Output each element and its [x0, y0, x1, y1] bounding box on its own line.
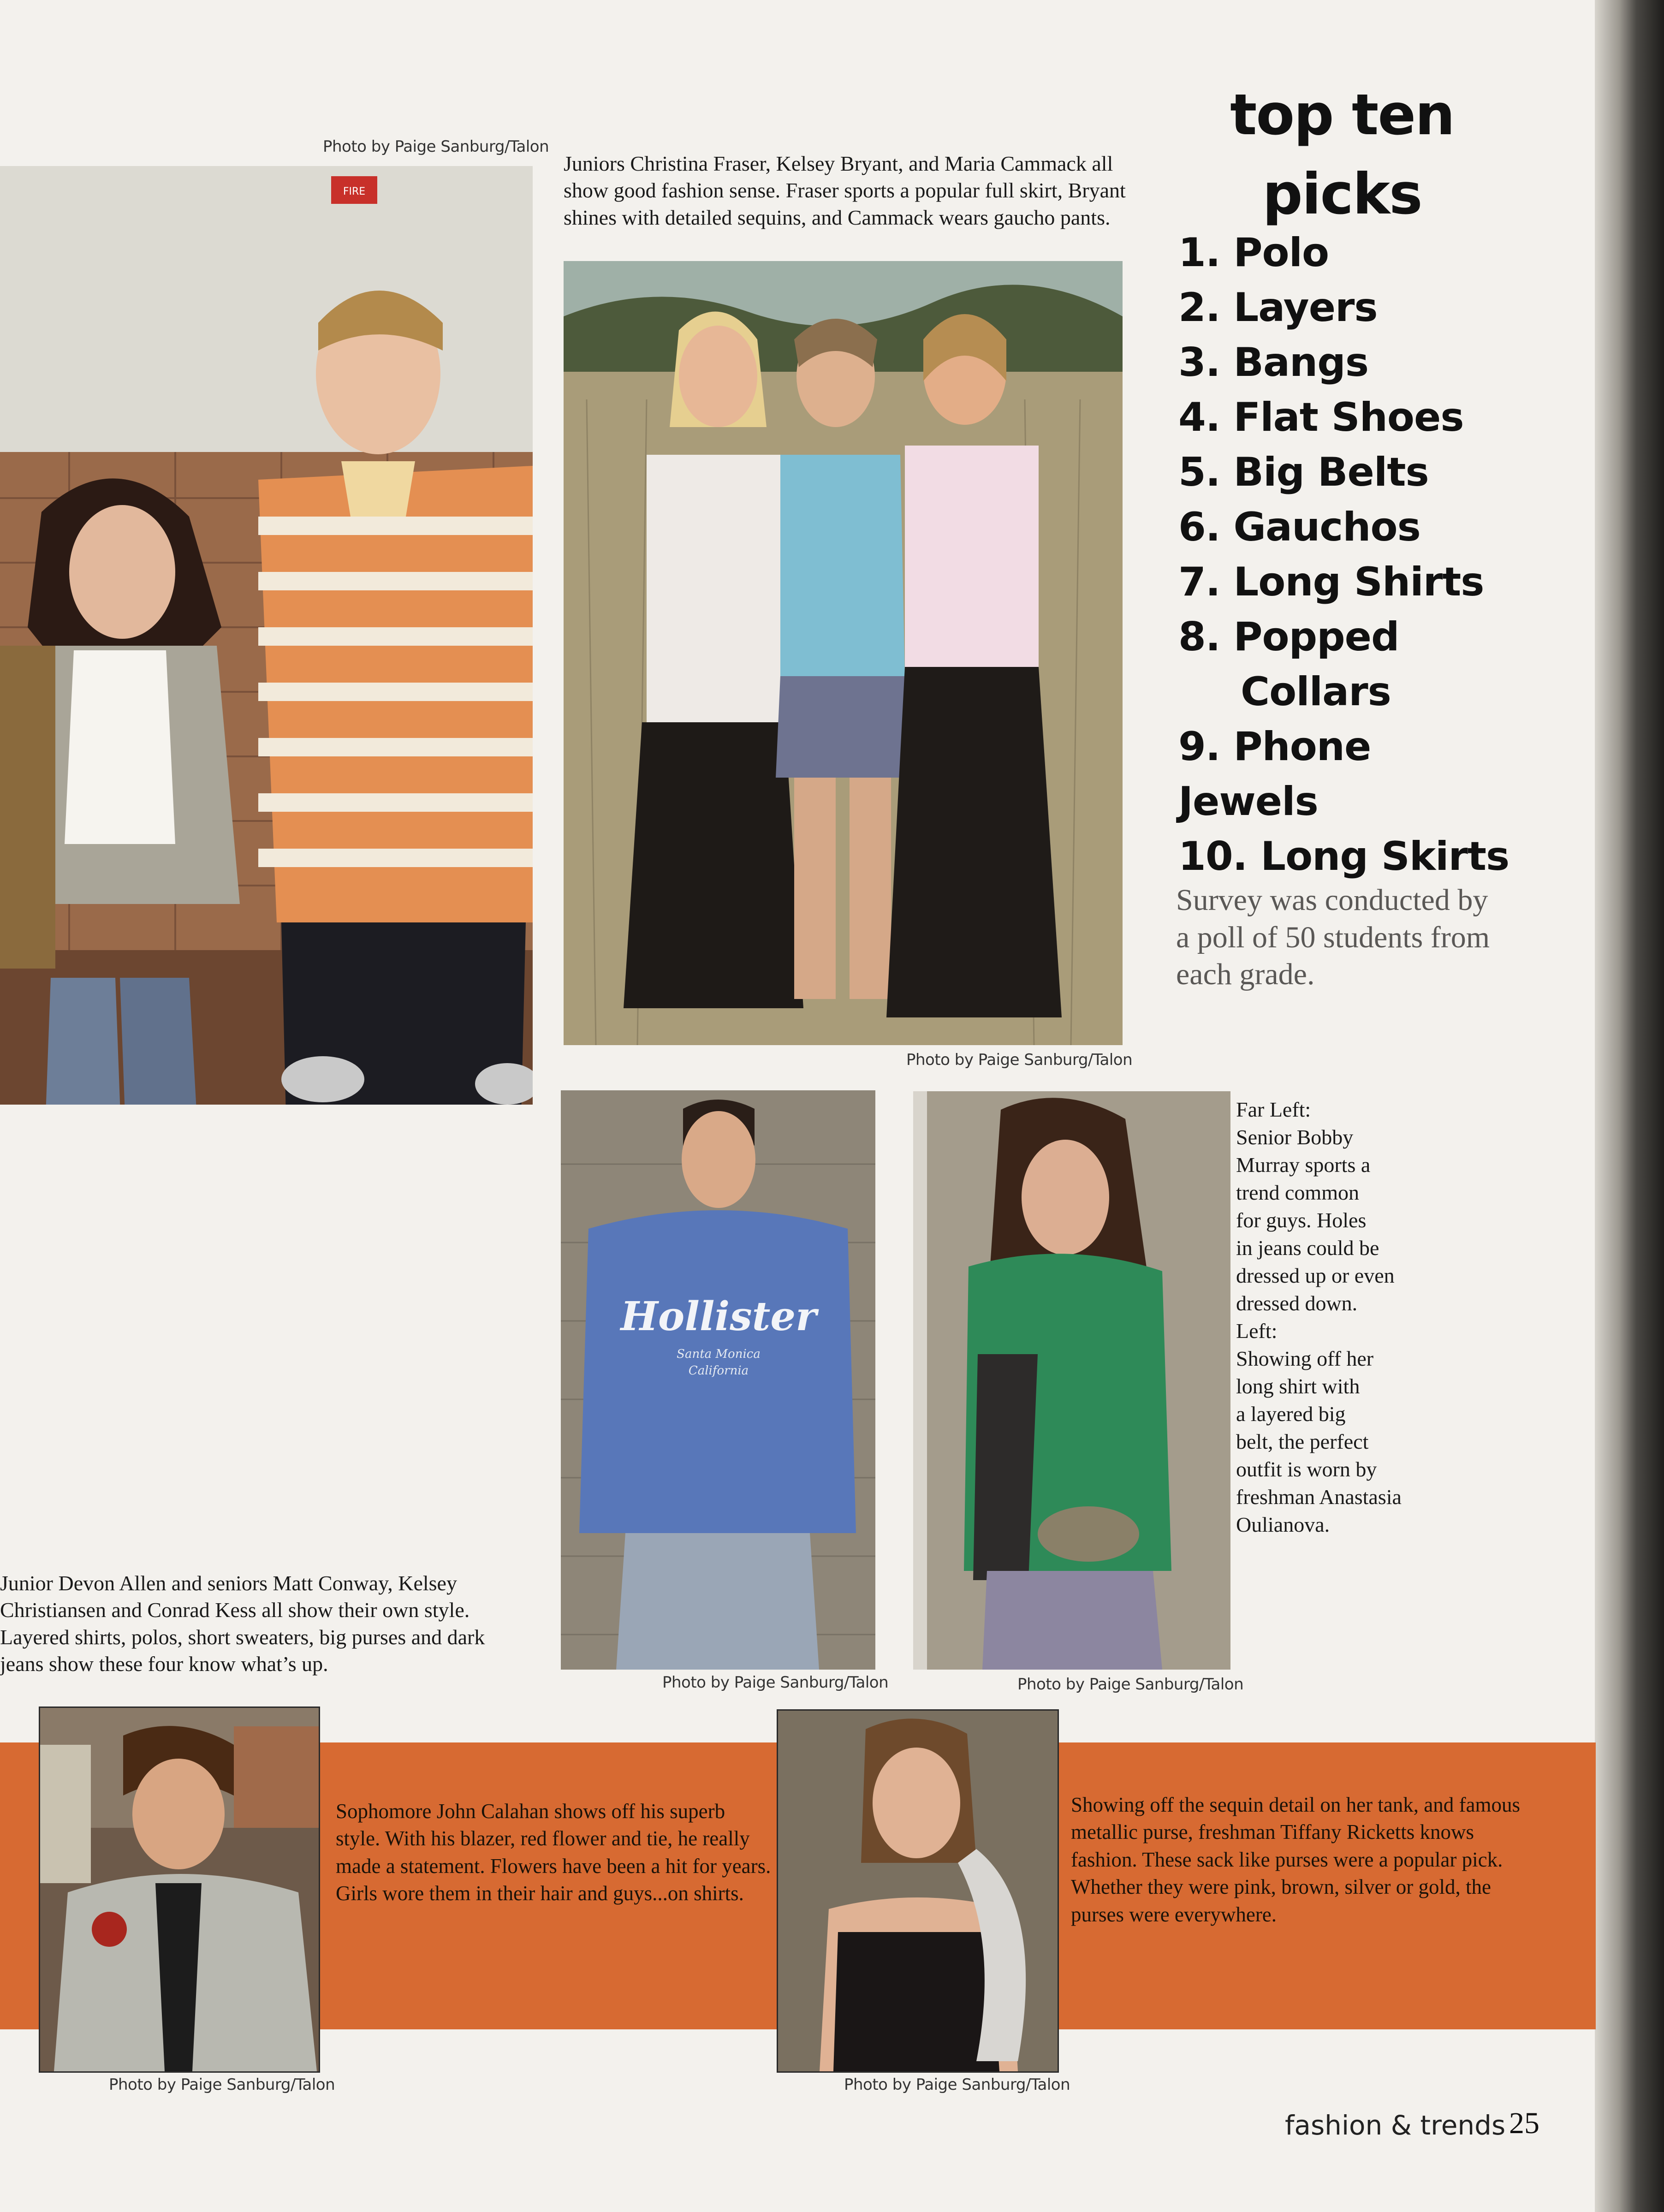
pick-6: 6. Gauchos: [1178, 504, 1420, 550]
caption-far-left-line-6: in jeans could be: [1236, 1236, 1379, 1260]
caption-devon-line-4: jeans show these four know what’s up.: [0, 1652, 328, 1676]
caption-devon-line-3: Layered shirts, polos, short sweaters, big purses and dark: [0, 1625, 485, 1649]
caption-devon-line-2: Christiansen and Conrad Kess all show their own style.: [0, 1598, 470, 1622]
pick-8-continued: Collars: [1241, 669, 1391, 715]
hoodie-sub-text-2: California: [688, 1364, 749, 1378]
caption-far-left-line-16: Oulianova.: [1236, 1513, 1330, 1536]
caption-devon-line-1: Junior Devon Allen and seniors Matt Conway, Kelsey: [0, 1571, 457, 1595]
photo-credit-anastasia: Photo by Paige Sanburg/Talon: [1017, 1675, 1244, 1694]
caption-far-left-line-2: Senior Bobby: [1236, 1125, 1354, 1149]
pick-1: 1. Polo: [1178, 230, 1329, 276]
footer-page-number: 25: [1509, 2106, 1539, 2140]
survey-line-1: Survey was conducted by: [1176, 883, 1488, 917]
photo-anastasia-oulianova: [913, 1091, 1230, 1670]
pick-8: 8. Popped: [1178, 614, 1399, 660]
fire-alarm-sign: FIRE: [343, 186, 366, 197]
pick-5: 5. Big Belts: [1178, 449, 1429, 495]
caption-far-left-line-9: Left:: [1236, 1319, 1278, 1343]
caption-far-left-line-13: belt, the perfect: [1236, 1430, 1369, 1453]
caption-john-calahan: Sophomore John Calahan shows off his superb style. With his blazer, red flower and tie, he really made a statement. Flowers have been a hit for years. Girls wore them in their hair and guys...on shirts.: [336, 1800, 771, 1905]
pick-9: 9. Phone: [1178, 724, 1371, 770]
pick-7: 7. Long Shirts: [1178, 559, 1484, 605]
photo-credit-john: Photo by Paige Sanburg/Talon: [109, 2075, 335, 2094]
pick-3: 3. Bangs: [1178, 339, 1369, 386]
caption-far-left-line-10: Showing off her: [1236, 1347, 1374, 1370]
photo-juniors-trio: [564, 261, 1123, 1045]
caption-far-left-line-7: dressed up or even: [1236, 1264, 1395, 1287]
caption-tiffany-ricketts: Showing off the sequin detail on her tank, and famous metallic purse, freshman Tiffany Ricketts knows fashion. These sack like purses were a popular pick. Whether they were pink, brown, silver or gold, the purses were everywhere.: [1071, 1793, 1520, 1926]
caption-far-left-line-5: for guys. Holes: [1236, 1208, 1367, 1232]
caption-far-left-line-12: a layered big: [1236, 1402, 1346, 1426]
survey-line-2: a poll of 50 students from: [1176, 920, 1490, 954]
photo-bobby-murray: [561, 1090, 875, 1670]
caption-far-left-line-4: trend common: [1236, 1181, 1359, 1204]
survey-note: [1176, 882, 1554, 993]
caption-far-left-line-1: Far Left:: [1236, 1098, 1311, 1121]
photo-credit-top-middle: Photo by Paige Sanburg/Talon: [906, 1051, 1133, 1069]
caption-far-left-line-14: outfit is worn by: [1236, 1457, 1377, 1481]
caption-far-left-line-11: long shirt with: [1236, 1374, 1360, 1398]
page-binding-shadow: [1595, 0, 1664, 2212]
photo-credit-top-left: Photo by Paige Sanburg/Talon: [323, 137, 549, 156]
photo-credit-tiffany: Photo by Paige Sanburg/Talon: [844, 2075, 1070, 2094]
photo-credit-bobby: Photo by Paige Sanburg/Talon: [662, 1673, 889, 1692]
hoodie-sub-text-1: Santa Monica: [677, 1347, 761, 1361]
top-ten-title-line-2: picks: [1262, 161, 1422, 227]
caption-devon-allen: [0, 1570, 544, 1678]
pick-10: 10. Long Skirts: [1178, 833, 1509, 880]
photo-john-calahan: [39, 1707, 320, 2073]
caption-far-left: [1236, 1096, 1430, 1539]
pick-9-continued: Jewels: [1178, 779, 1318, 825]
pick-4: 4. Flat Shoes: [1178, 394, 1464, 440]
hoodie-logo-text: Hollister: [620, 1293, 817, 1340]
caption-juniors: Juniors Christina Fraser, Kelsey Bryant, and Maria Cammack all show good fashion sense. Fraser sports a popular full skirt, Bryant shines with detailed sequins, and Cammack wears gaucho pants.: [564, 152, 1126, 229]
footer-section-name: fashion & trends: [1285, 2110, 1506, 2141]
caption-far-left-line-3: Murray sports a: [1236, 1153, 1371, 1177]
survey-line-3: each grade.: [1176, 957, 1315, 992]
top-ten-title-line-1: top ten: [1230, 82, 1454, 148]
photo-tiffany-ricketts: [777, 1709, 1059, 2073]
photo-devon-and-matt: [0, 166, 533, 1105]
caption-far-left-line-15: freshman Anastasia: [1236, 1485, 1402, 1509]
pick-2: 2. Layers: [1178, 285, 1378, 331]
caption-far-left-line-8: dressed down.: [1236, 1291, 1358, 1315]
